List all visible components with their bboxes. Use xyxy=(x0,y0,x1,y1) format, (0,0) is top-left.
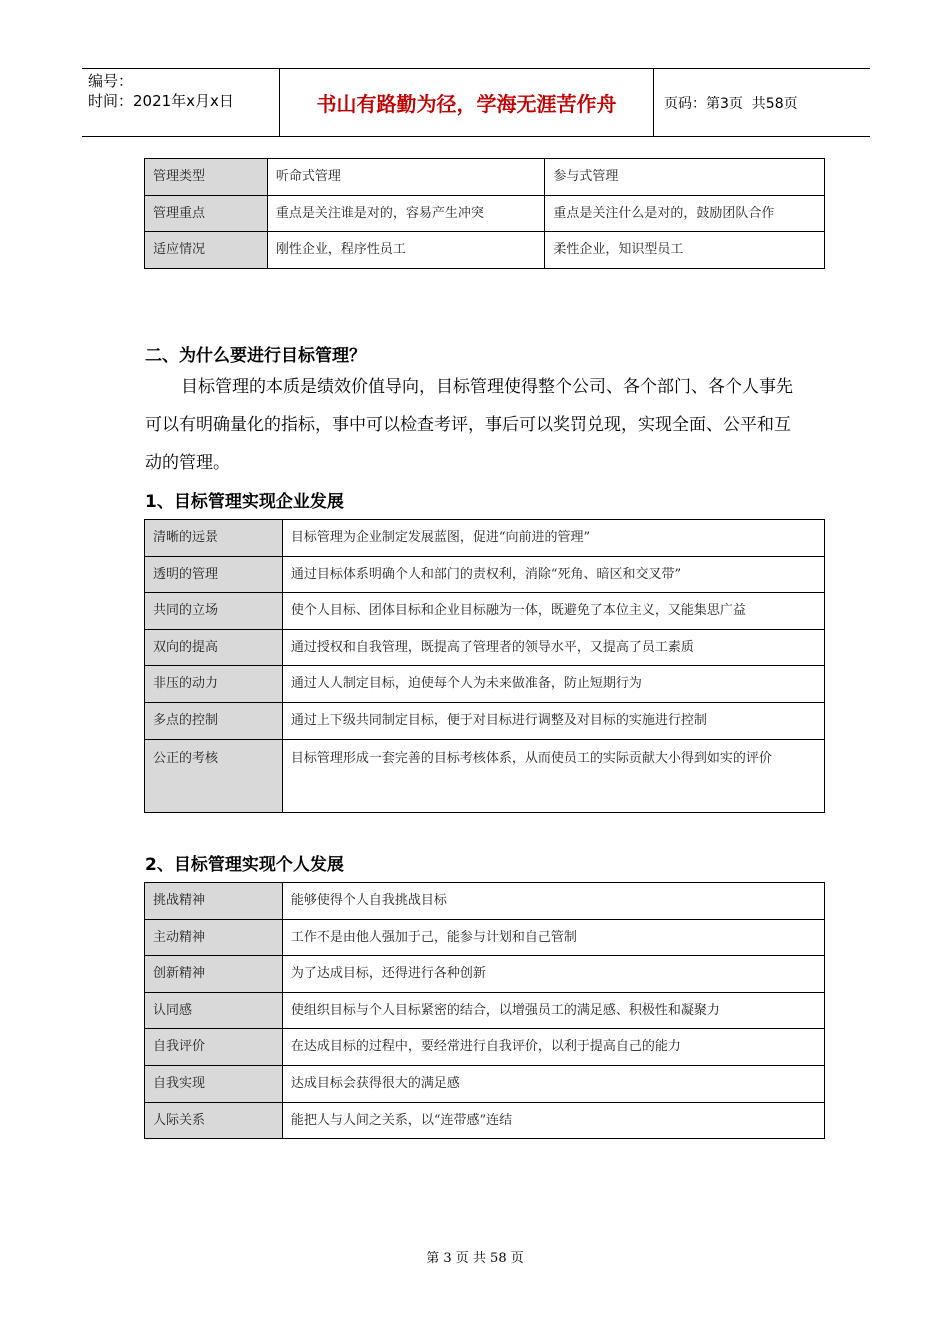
row-label: 管理重点 xyxy=(145,195,268,232)
row-text: 能把人与人间之关系，以“连带感”连结 xyxy=(282,1102,824,1139)
row-text: 为了达成目标，还得进行各种创新 xyxy=(282,956,824,993)
row-label: 多点的控制 xyxy=(145,702,283,739)
page-header xyxy=(82,68,870,137)
table-row xyxy=(145,1065,825,1102)
table-row xyxy=(145,666,825,703)
table-row xyxy=(145,629,825,666)
row-text: 在达成目标的过程中，要经常进行自我评价，以利于提高自己的能力 xyxy=(282,1029,824,1066)
cell-b: 参与式管理 xyxy=(545,159,825,196)
row-label: 双向的提高 xyxy=(145,629,283,666)
row-label: 适应情况 xyxy=(145,232,268,269)
row-label: 透明的管理 xyxy=(145,556,283,593)
subsection-title-enterprise: 1、目标管理实现企业发展 xyxy=(145,492,344,512)
row-label: 公正的考核 xyxy=(145,739,283,812)
row-label: 管理类型 xyxy=(145,159,268,196)
page-info-text: 页码：第3页 共58页 xyxy=(664,95,798,112)
page-footer: 第 3 页 共 58 页 xyxy=(426,1251,524,1266)
section-title: 二、为什么要进行目标管理？ xyxy=(145,346,366,366)
time-label: 时间：2021年x月x日 xyxy=(88,92,234,110)
table-row xyxy=(145,919,825,956)
header-motto: 书山有路勤为径，学海无涯苦作舟 xyxy=(280,69,654,136)
table-row xyxy=(145,992,825,1029)
serial-label: 编号： xyxy=(88,72,134,90)
table-row xyxy=(145,232,825,269)
row-text: 目标管理为企业制定发展蓝图，促进“向前进的管理” xyxy=(282,520,824,557)
enterprise-development-table xyxy=(144,519,825,813)
personal-development-table xyxy=(144,882,825,1139)
cell-b: 柔性企业，知识型员工 xyxy=(545,232,825,269)
table-row xyxy=(145,956,825,993)
row-text: 使组织目标与个人目标紧密的结合，以增强员工的满足感、积极性和凝聚力 xyxy=(282,992,824,1029)
cell-a: 刚性企业，程序性员工 xyxy=(267,232,545,269)
cell-b: 重点是关注什么是对的，鼓励团队合作 xyxy=(545,195,825,232)
cell-a: 听命式管理 xyxy=(267,159,545,196)
row-text: 通过人人制定目标，迫使每个人为未来做准备，防止短期行为 xyxy=(282,666,824,703)
cell-a: 重点是关注谁是对的，容易产生冲突 xyxy=(267,195,545,232)
row-label: 非压的动力 xyxy=(145,666,283,703)
row-text: 通过上下级共同制定目标，便于对目标进行调整及对目标的实施进行控制 xyxy=(282,702,824,739)
table-row xyxy=(145,883,825,920)
row-text: 通过授权和自我管理，既提高了管理者的领导水平，又提高了员工素质 xyxy=(282,629,824,666)
row-label: 认同感 xyxy=(145,992,283,1029)
row-text: 工作不是由他人强加于己，能参与计划和自己管制 xyxy=(282,919,824,956)
row-label: 创新精神 xyxy=(145,956,283,993)
header-page-info xyxy=(654,69,870,136)
table-row xyxy=(145,702,825,739)
table-row xyxy=(145,195,825,232)
row-label: 人际关系 xyxy=(145,1102,283,1139)
comparison-table xyxy=(144,158,825,269)
row-text: 达成目标会获得很大的满足感 xyxy=(282,1065,824,1102)
row-label: 共同的立场 xyxy=(145,593,283,630)
row-text: 能够使得个人自我挑战目标 xyxy=(282,883,824,920)
row-text: 目标管理形成一套完善的目标考核体系，从而使员工的实际贡献大小得到如实的评价 xyxy=(282,739,824,812)
row-label: 自我评价 xyxy=(145,1029,283,1066)
table-row xyxy=(145,1102,825,1139)
row-label: 清晰的远景 xyxy=(145,520,283,557)
row-label: 主动精神 xyxy=(145,919,283,956)
section-paragraph: 目标管理的本质是绩效价值导向，目标管理使得整个公司、各个部门、各个人事先可以有明确量化的指标，事中可以检查考评，事后可以奖罚兑现，实现全面、公平和互动的管理。 xyxy=(145,377,793,473)
table-row xyxy=(145,593,825,630)
table-row xyxy=(145,556,825,593)
row-text: 使个人目标、团体目标和企业目标融为一体，既避免了本位主义，又能集思广益 xyxy=(282,593,824,630)
table-row xyxy=(145,159,825,196)
table-row xyxy=(145,739,825,812)
row-label: 挑战精神 xyxy=(145,883,283,920)
header-meta xyxy=(82,69,280,136)
row-text: 通过目标体系明确个人和部门的责权利，消除“死角、暗区和交叉带” xyxy=(282,556,824,593)
table-row xyxy=(145,520,825,557)
table-row xyxy=(145,1029,825,1066)
row-label: 自我实现 xyxy=(145,1065,283,1102)
subsection-title-personal: 2、目标管理实现个人发展 xyxy=(145,855,344,875)
